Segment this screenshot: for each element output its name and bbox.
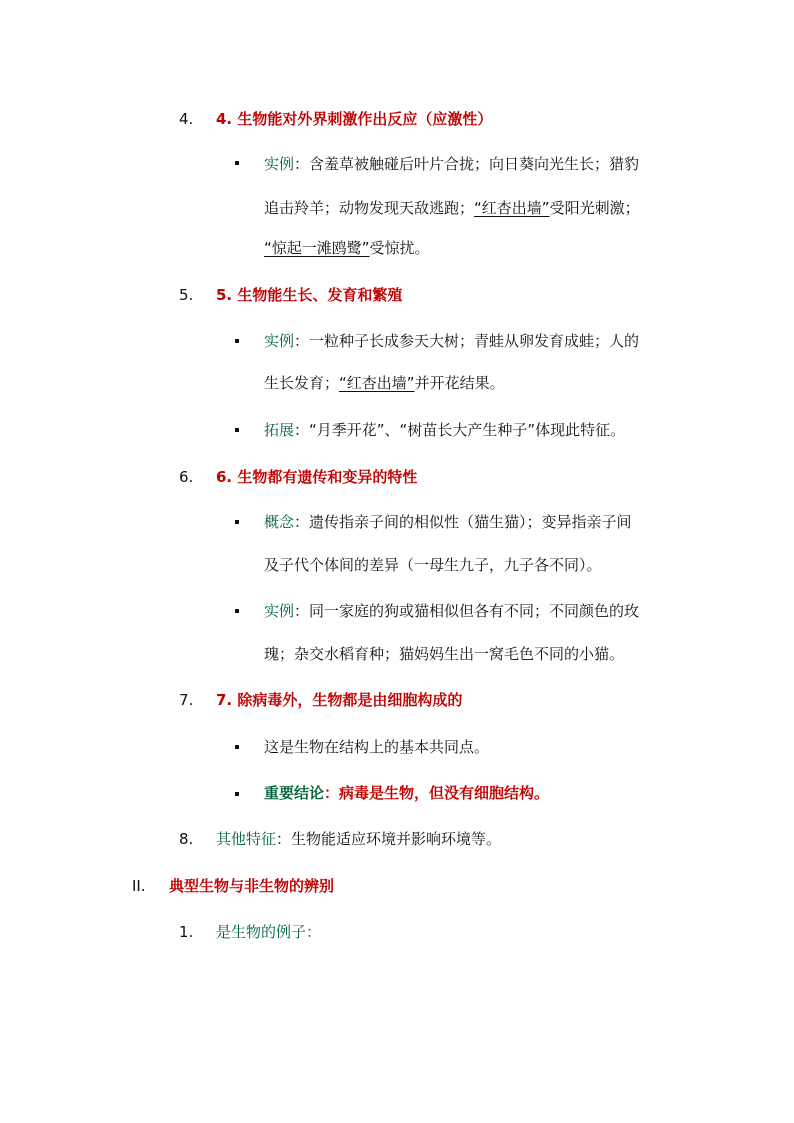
conclusion-label: 重要结论 bbox=[264, 784, 325, 802]
item-5-title: 5. 生物能生长、发育和繁殖 bbox=[216, 286, 403, 304]
concept-label: 概念 bbox=[264, 513, 295, 531]
section-2-item-1-number: 1. bbox=[179, 923, 194, 941]
item-7-conclusion bbox=[264, 783, 549, 803]
item-6-number: 6. bbox=[179, 468, 194, 486]
extension-label: 拓展 bbox=[264, 421, 295, 439]
item-5-extension bbox=[264, 420, 625, 440]
other-features-label: 其他特征 bbox=[216, 830, 277, 848]
bullet-icon bbox=[235, 161, 239, 165]
bullet-icon bbox=[235, 428, 239, 432]
example-text: ：同一家庭的狗或猫相似但各有不同；不同颜色的玫 bbox=[294, 602, 640, 620]
item-4-title: 4. 生物能对外界刺激作出反应（应激性） bbox=[216, 110, 493, 128]
example-label: 实例 bbox=[264, 602, 295, 620]
item-4-example-line2 bbox=[264, 198, 640, 218]
example-text: ：含羞草被触碰后叶片合拢；向日葵向光生长；猎豹 bbox=[294, 155, 640, 173]
example-text: 并开花结果。 bbox=[414, 374, 505, 392]
bullet-icon bbox=[235, 792, 239, 796]
section-2-title: 典型生物与非生物的辨别 bbox=[169, 877, 335, 895]
item-7-title: 7. 除病毒外，生物都是由细胞构成的 bbox=[216, 691, 463, 709]
item-7-number: 7. bbox=[179, 691, 194, 709]
section-2-number: II. bbox=[132, 877, 146, 895]
item-8-number: 8. bbox=[179, 830, 194, 848]
concept-text: ：遗传指亲子间的相似性（猫生猫）；变异指亲子间 bbox=[294, 513, 632, 531]
item-8-text bbox=[216, 829, 501, 849]
example-text: ：一粒种子长成参天大树；青蛙从卵发育成蛙；人的 bbox=[294, 332, 640, 350]
item-4-example-line3 bbox=[264, 238, 430, 258]
item-4-number: 4. bbox=[179, 110, 194, 128]
item-6-example-line1 bbox=[264, 601, 639, 621]
example-text: 生长发育； bbox=[264, 374, 340, 392]
other-features-text: ：生物能适应环境并影响环境等。 bbox=[276, 830, 502, 848]
item-7-statement: 这是生物在结构上的基本共同点。 bbox=[264, 738, 490, 756]
item-4-example-line1 bbox=[264, 154, 639, 174]
bullet-icon bbox=[235, 745, 239, 749]
section-2-item-1-text: 是生物的例子： bbox=[216, 923, 322, 941]
example-text: 受惊扰。 bbox=[369, 239, 430, 257]
item-5-number: 5. bbox=[179, 286, 194, 304]
item-6-example-line2: 瑰；杂交水稻育种；猫妈妈生出一窝毛色不同的小猫。 bbox=[264, 645, 625, 663]
example-text: 受阳光刺激； bbox=[549, 199, 640, 217]
bullet-icon bbox=[235, 339, 239, 343]
item-6-concept-line2: 及子代个体间的差异（一母生九子，九子各不同）。 bbox=[264, 556, 602, 574]
underlined-quote: “红杏出墙” bbox=[474, 199, 550, 217]
bullet-icon bbox=[235, 520, 239, 524]
example-text: 追击羚羊；动物发现天敌逃跑； bbox=[264, 199, 475, 217]
item-6-title: 6. 生物都有遗传和变异的特性 bbox=[216, 468, 418, 486]
extension-text: ：“月季开花”、“树苗长大产生种子”体现此特征。 bbox=[294, 421, 626, 439]
bullet-icon bbox=[235, 609, 239, 613]
conclusion-text: ：病毒是生物，但没有细胞结构。 bbox=[324, 784, 550, 802]
underlined-quote: “红杏出墙” bbox=[339, 374, 415, 392]
item-6-concept-line1 bbox=[264, 512, 632, 532]
underlined-quote: “惊起一滩鸥鹭” bbox=[264, 239, 370, 257]
item-5-example-line2 bbox=[264, 373, 505, 393]
item-5-example-line1 bbox=[264, 331, 639, 351]
example-label: 实例 bbox=[264, 155, 295, 173]
example-label: 实例 bbox=[264, 332, 295, 350]
